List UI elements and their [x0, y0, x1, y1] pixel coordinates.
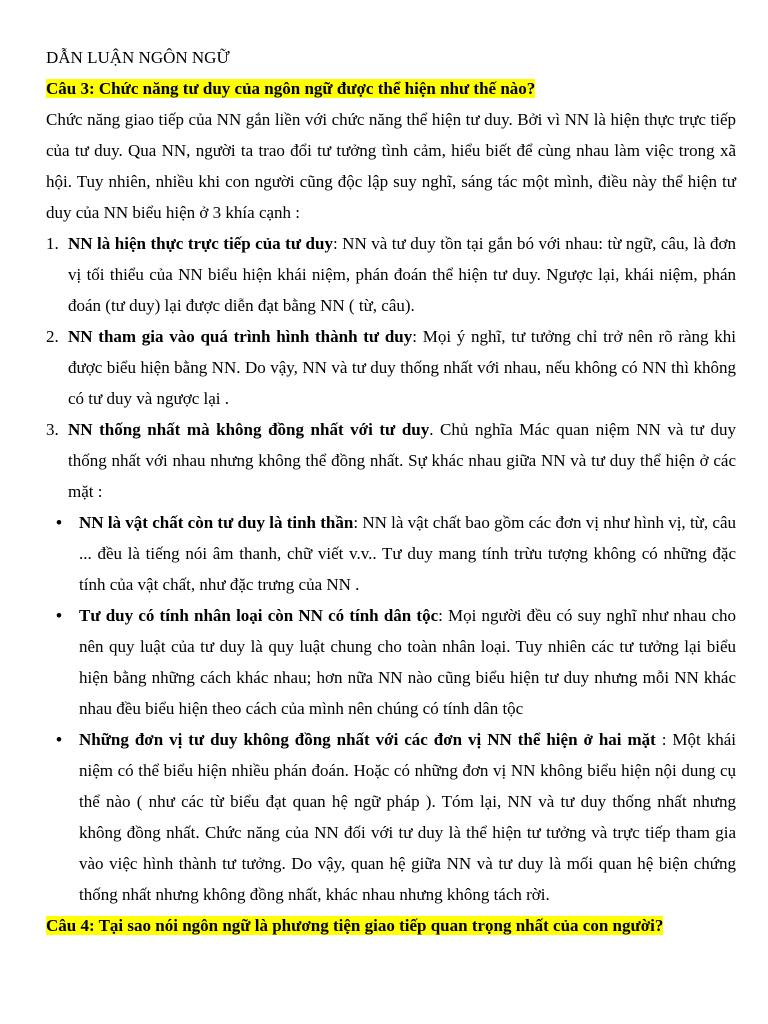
list-item-heading: NN thống nhất mà không đồng nhất với tư duy: [68, 420, 430, 439]
list-item-text: . Chủ nghĩa Mác quan niệm NN và tư duy thống nhất với nhau nhưng không thể đồng nhất. Sự khác nhau giữa NN và tư duy thể hiện ở các mặt :: [68, 420, 736, 501]
bullet-icon: •: [56, 730, 62, 749]
bullet-item: [46, 507, 736, 600]
bullet-list: [46, 507, 736, 910]
list-item: [46, 414, 736, 507]
list-item-text: : NN và tư duy tồn tại gắn bó với nhau: từ ngữ, câu, là đơn vị tối thiểu của NN biểu hiện khái niệm, phán đoán thể hiện tư duy. Ngược lại, khái niệm, phán đoán (tư duy) lại được diễn đạt bằng NN ( từ, câu).: [68, 234, 736, 315]
list-item-number: 2.: [46, 327, 59, 346]
document-title: DẪN LUẬN NGÔN NGỮ: [46, 48, 230, 67]
bullet-item-heading: NN là vật chất còn tư duy là tinh thần: [79, 513, 354, 532]
bullet-item-heading: Những đơn vị tư duy không đồng nhất với các đơn vị NN thể hiện ở hai mặt: [79, 730, 656, 749]
bullet-item-text: : Một khái niệm có thể biểu hiện nhiều phán đoán. Hoặc có những đơn vị NN không biểu hiện nội dung cụ thể nào ( như các từ biểu đạt quan hệ ngữ pháp ). Tóm lại, NN và tư duy thống nhất nhưng không đồng nhất. Chức năng của NN đối với tư duy là thể hiện tư tưởng và trực tiếp tham gia vào việc hình thành tư tưởng. Do vậy, quan hệ giữa NN và tư duy là mối quan hệ biện chứng thống nhất nhưng không đồng nhất, khác nhau nhưng không tách rời.: [79, 730, 736, 904]
list-item-heading: NN tham gia vào quá trình hình thành tư duy: [68, 327, 413, 346]
list-item-number: 1.: [46, 234, 59, 253]
question-4-highlight: Câu 4: Tại sao nói ngôn ngữ là phương tiện giao tiếp quan trọng nhất của con người?: [46, 916, 664, 935]
list-item: [46, 321, 736, 414]
bullet-icon: •: [56, 606, 62, 625]
numbered-list: [46, 228, 736, 507]
bullet-item-text: : NN là vật chất bao gồm các đơn vị như hình vị, từ, câu ... đều là tiếng nói âm thanh, chữ viết v.v.. Tư duy mang tính trừu tượng không có những đặc tính của vật chất, như đặc trưng của NN .: [79, 513, 736, 594]
bullet-icon: •: [56, 513, 62, 532]
bullet-item-heading: Tư duy có tính nhân loại còn NN có tính dân tộc: [79, 606, 439, 625]
intro-paragraph: Chức năng giao tiếp của NN gắn liền với chức năng thể hiện tư duy. Bởi vì NN là hiện thực trực tiếp của tư duy. Qua NN, người ta trao đổi tư tưởng tình cảm, hiểu biết để cùng nhau làm việc trong xã hội. Tuy nhiên, nhiều khi con người cũng độc lập suy nghĩ, sáng tác một mình, điều này thể hiện tư duy của NN biểu hiện ở 3 khía cạnh :: [46, 110, 736, 222]
question-3-heading: [46, 73, 736, 104]
bullet-item-text: : Mọi người đều có suy nghĩ như nhau cho nên quy luật của tư duy là quy luật chung cho toàn nhân loại. Tuy nhiên các tư tưởng lại biểu hiện bằng những cách khác nhau; hơn nữa NN nào cũng biểu hiện tư duy nhưng mỗi NN khác nhau đều biểu hiện theo cách của mình nên chúng có tính dân tộc: [79, 606, 736, 718]
bullet-item: [46, 724, 736, 910]
list-item: [46, 228, 736, 321]
bullet-item: [46, 600, 736, 724]
document-page: [46, 42, 736, 941]
list-item-heading: NN là hiện thực trực tiếp của tư duy: [68, 234, 333, 253]
list-item-number: 3.: [46, 420, 59, 439]
question-3-highlight: Câu 3: Chức năng tư duy của ngôn ngữ được thể hiện như thế nào?: [46, 79, 536, 98]
list-item-text: : Mọi ý nghĩ, tư tưởng chỉ trở nên rõ ràng khi được biểu hiện bằng NN. Do vậy, NN và tư duy thống nhất với nhau, nếu không có NN thì không có tư duy và ngược lại .: [68, 327, 737, 408]
question-4-heading: [46, 910, 736, 941]
